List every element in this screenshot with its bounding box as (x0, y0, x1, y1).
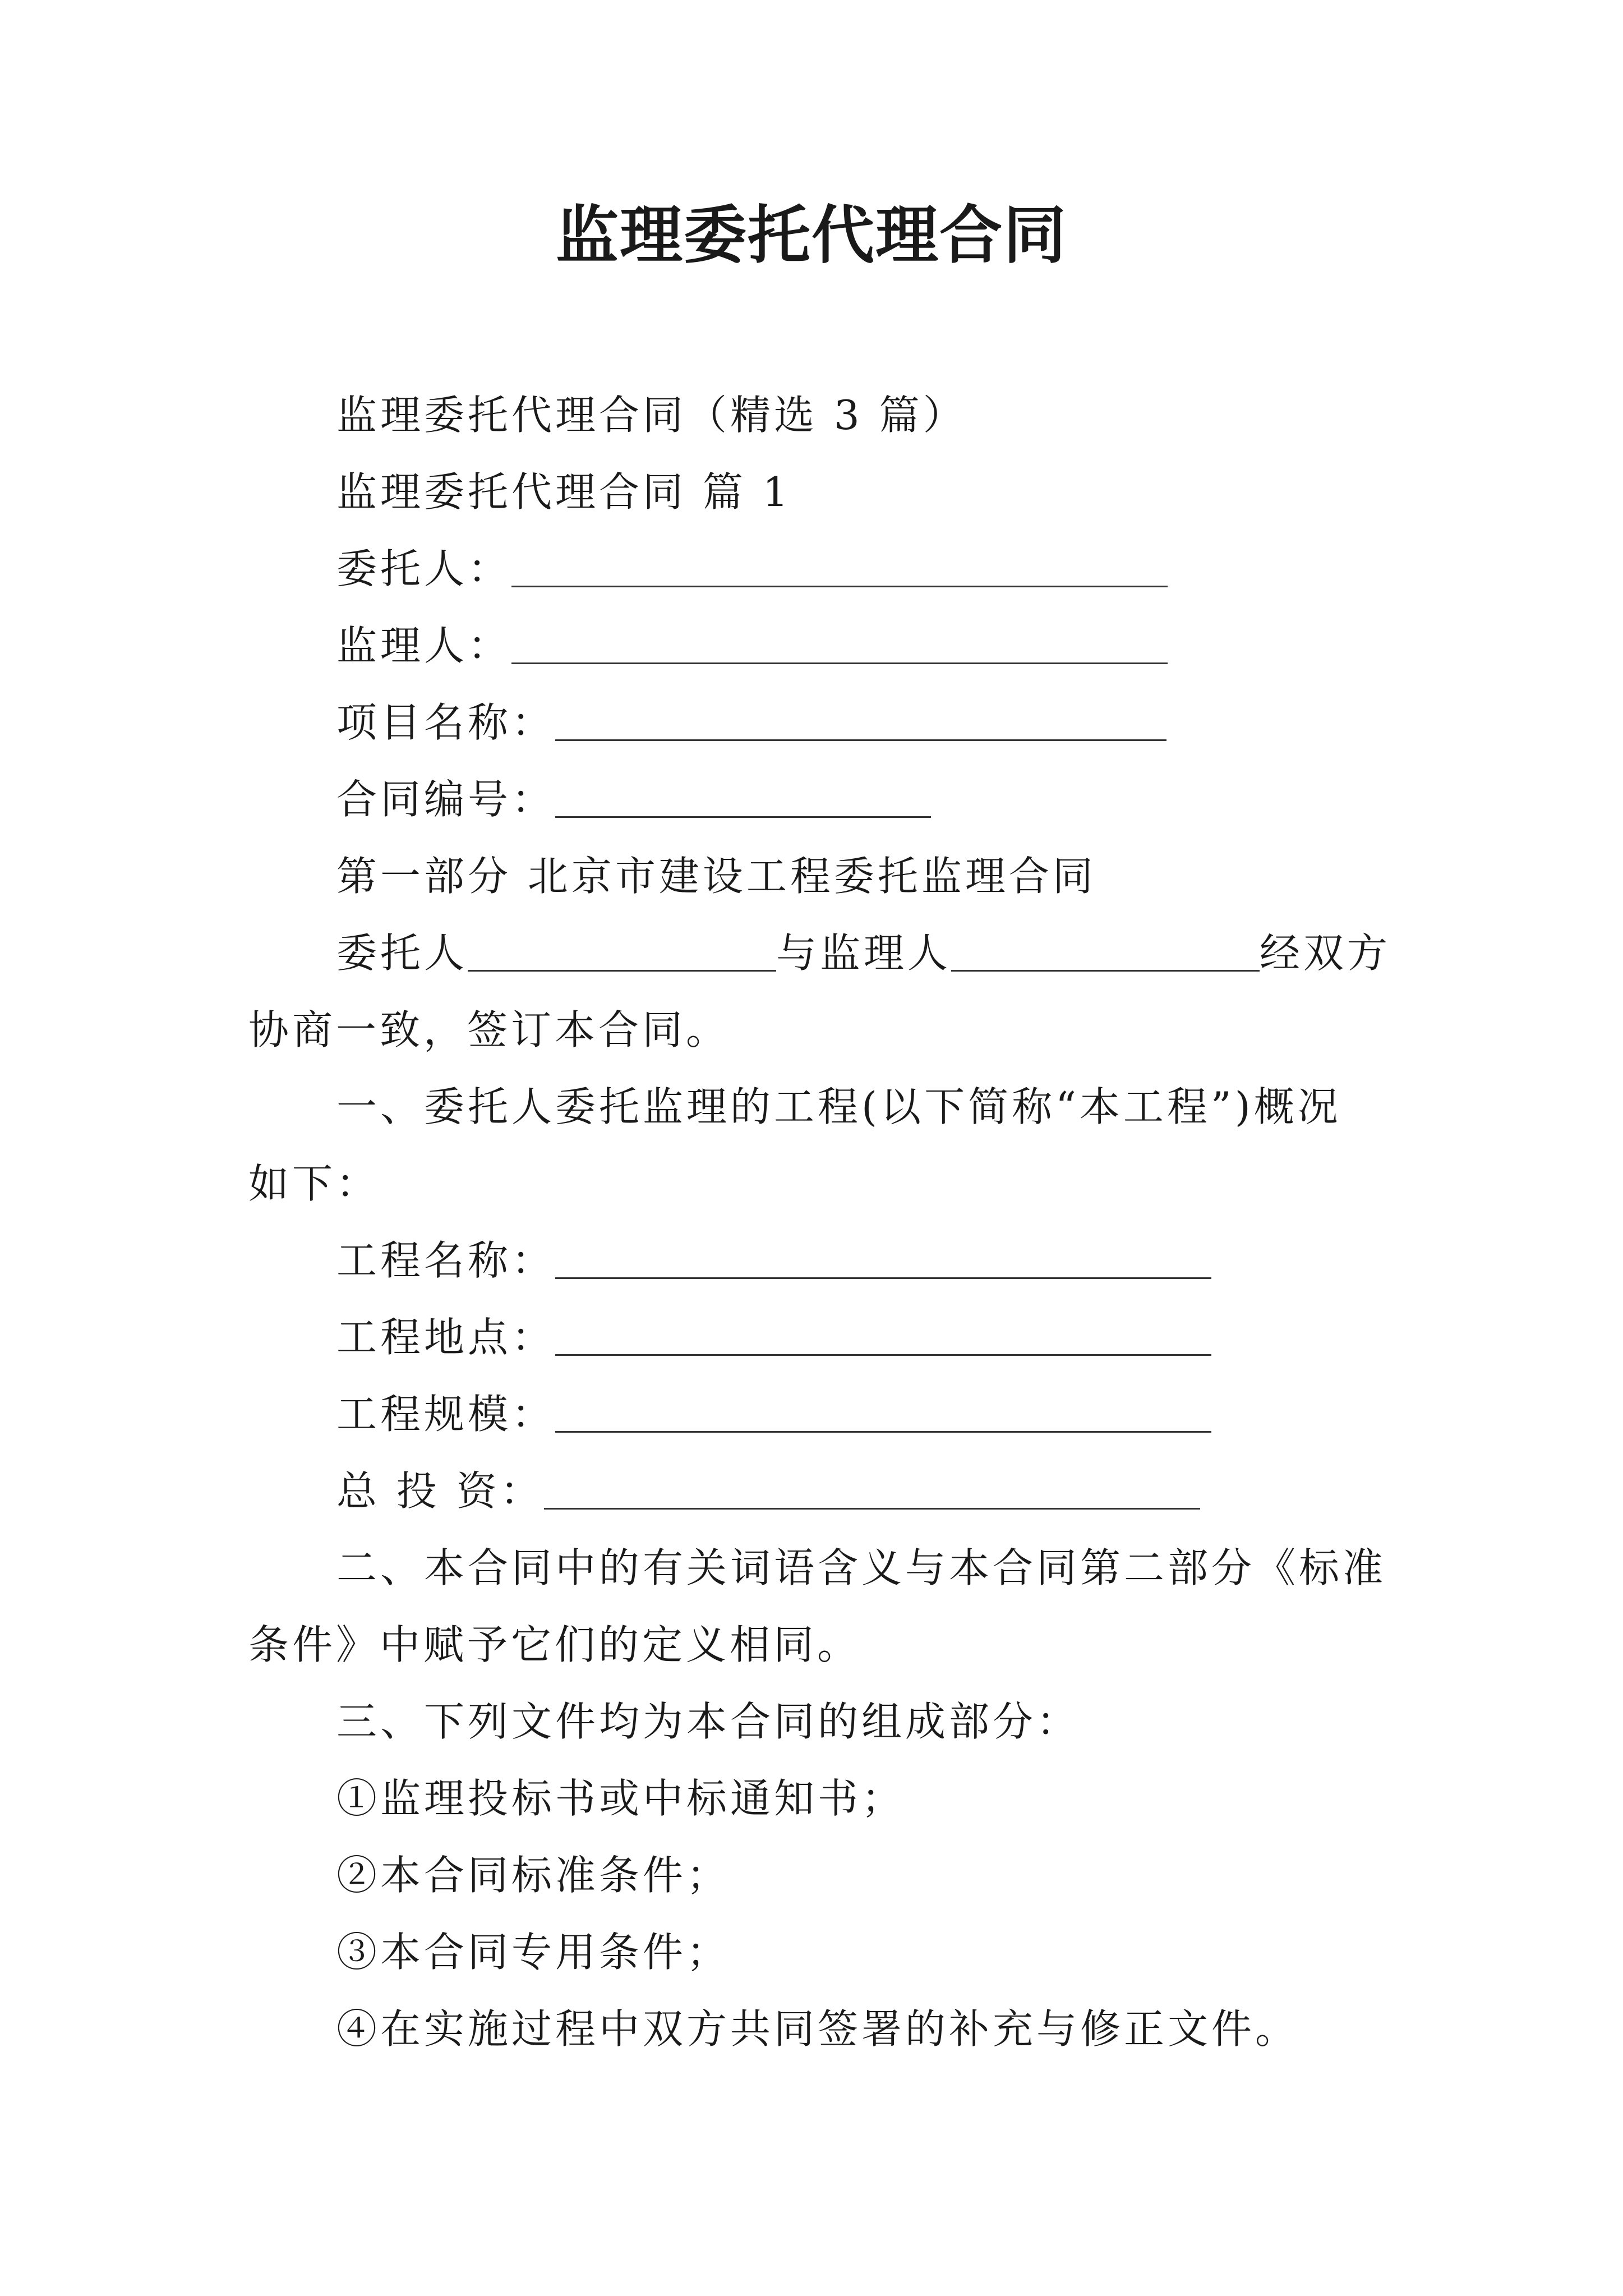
field-project-location (336, 1309, 1211, 1365)
field-label: 工程规模： (336, 1391, 556, 1438)
agreement-continuation: 协商一致，签订本合同。 (248, 1006, 730, 1053)
list-item: ①监理投标书或中标通知书； (336, 1775, 906, 1822)
list-item: ②本合同标准条件； (336, 1852, 731, 1899)
field-project-title (336, 1232, 1211, 1289)
field-project-scale (336, 1386, 1211, 1442)
field-client (336, 541, 1168, 597)
part-one-heading: 第一部分 北京市建设工程委托监理合同 (336, 853, 1096, 900)
blank-line (511, 549, 1168, 587)
list-item: ③本合同专用条件； (336, 1929, 731, 1976)
agreement-prefix: 委托人 (336, 930, 468, 977)
agreement-suffix: 经双方 (1260, 930, 1391, 977)
blank-line (555, 780, 931, 818)
blank-line (544, 1471, 1200, 1510)
field-label: 项目名称： (336, 699, 556, 746)
subtitle: 监理委托代理合同（精选 3 篇） (336, 392, 967, 439)
field-contract-number (336, 771, 931, 827)
section-heading: 监理委托代理合同 篇 1 (336, 468, 792, 516)
agreement-middle: 与监理人 (776, 930, 952, 977)
field-project-name (336, 694, 1166, 751)
blank-line (555, 703, 1166, 741)
field-label: 工程地点： (336, 1314, 556, 1361)
blank-line (555, 1241, 1211, 1279)
clause-three: 三、下列文件均为本合同的组成部分： (336, 1698, 1081, 1745)
clause-two-line2: 条件》中赋予它们的定义相同。 (248, 1621, 861, 1668)
blank-line (511, 626, 1168, 664)
blank-line (951, 933, 1260, 972)
blank-line (468, 933, 776, 972)
list-item: ④在实施过程中双方共同签署的补充与修正文件。 (336, 2005, 1299, 2053)
field-label: 总 投 资： (336, 1467, 544, 1515)
clause-one-line1: 一、委托人委托监理的工程(以下简称“本工程”)概况 (336, 1083, 1341, 1130)
blank-line (555, 1318, 1211, 1356)
field-total-investment (336, 1463, 1200, 1519)
field-label: 监理人： (336, 622, 512, 669)
document-title: 监理委托代理合同 (556, 199, 1067, 272)
field-supervisor (336, 618, 1168, 674)
clause-two-line1: 二、本合同中的有关词语含义与本合同第二部分《标准 (336, 1544, 1387, 1591)
blank-line (555, 1395, 1211, 1433)
field-label: 委托人： (336, 545, 512, 592)
clause-one-line2: 如下： (248, 1160, 380, 1207)
agreement-line (336, 925, 1391, 981)
field-label: 工程名称： (336, 1237, 556, 1284)
field-label: 合同编号： (336, 776, 556, 823)
